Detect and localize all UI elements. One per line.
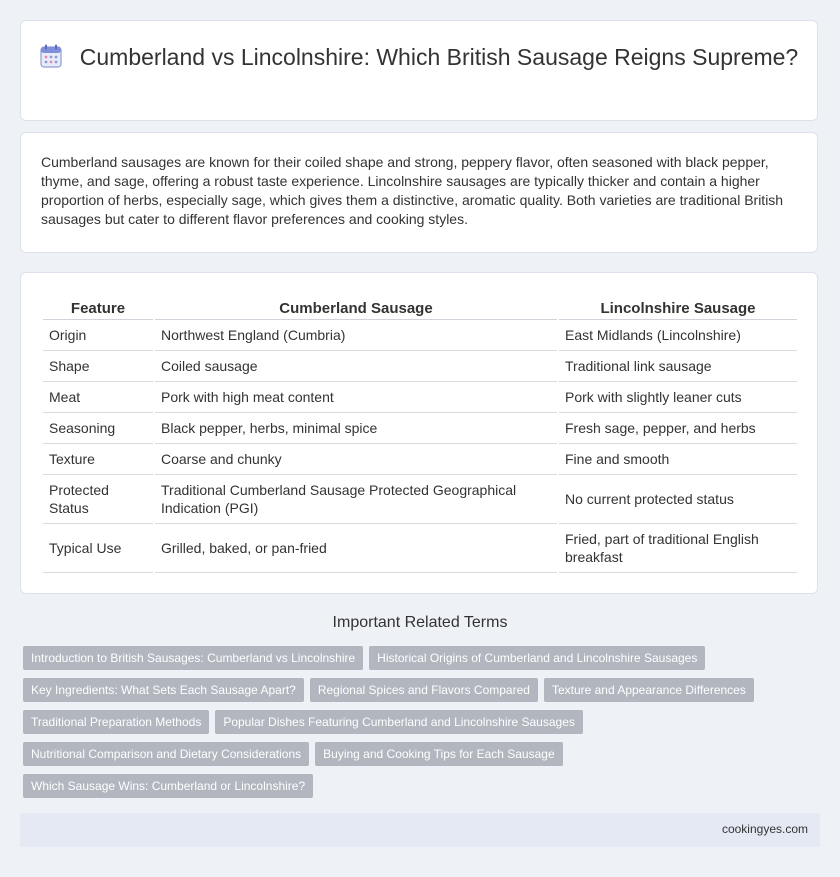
table-cell-feature: Shape	[43, 351, 153, 382]
related-terms-heading: Important Related Terms	[332, 614, 508, 631]
tag-row	[23, 742, 823, 774]
table-row	[43, 382, 797, 413]
table-cell-lincolnshire: East Midlands (Lincolnshire)	[559, 320, 797, 351]
site-credit[interactable]: cookingyes.com	[721, 822, 808, 836]
intro-card	[20, 132, 818, 253]
table-cell-feature: Seasoning	[43, 413, 153, 444]
header-card	[20, 20, 818, 121]
comparison-table-card	[20, 272, 818, 594]
related-term-tag[interactable]: Regional Spices and Flavors Compared	[310, 678, 538, 702]
table-cell-cumberland: Traditional Cumberland Sausage Protected Geographical Indication (PGI)	[155, 475, 557, 524]
table-cell-feature: Meat	[43, 382, 153, 413]
page-title: Cumberland vs Lincolnshire: Which British Sausage Reigns Supreme?	[79, 44, 799, 70]
footer	[20, 813, 820, 847]
related-term-tag[interactable]: Historical Origins of Cumberland and Lincolnshire Sausages	[369, 646, 705, 670]
tag-row	[23, 774, 823, 806]
page-title-wrap	[21, 43, 817, 75]
table-cell-feature: Typical Use	[43, 524, 153, 573]
tag-row	[23, 710, 823, 742]
table-row	[43, 351, 797, 382]
table-cell-lincolnshire: Pork with slightly leaner cuts	[559, 382, 797, 413]
table-cell-cumberland: Grilled, baked, or pan-fried	[155, 524, 557, 573]
related-term-tag[interactable]: Traditional Preparation Methods	[23, 710, 209, 734]
table-cell-cumberland: Coiled sausage	[155, 351, 557, 382]
table-cell-lincolnshire: Traditional link sausage	[559, 351, 797, 382]
intro-text: Cumberland sausages are known for their coiled shape and strong, peppery flavor, often seasoned with black pepper, thyme, and sage, offering a robust taste experience. Lincolnshire sausages are typically thicker and contain a higher proportion of herbs, especially sage, which gives them a distinctive, aromatic quality. Both varieties are traditional British sausages but cater to different flavor preferences and cooking styles.	[41, 154, 784, 227]
related-terms-tags	[23, 646, 823, 806]
related-term-tag[interactable]: Buying and Cooking Tips for Each Sausage	[315, 742, 562, 766]
column-header-lincolnshire: Lincolnshire Sausage	[559, 297, 797, 320]
related-term-tag[interactable]: Popular Dishes Featuring Cumberland and Lincolnshire Sausages	[215, 710, 583, 734]
related-term-tag[interactable]: Nutritional Comparison and Dietary Considerations	[23, 742, 309, 766]
table-cell-cumberland: Pork with high meat content	[155, 382, 557, 413]
table-row	[43, 524, 797, 573]
table-cell-lincolnshire: No current protected status	[559, 475, 797, 524]
tag-row	[23, 646, 823, 678]
related-term-tag[interactable]: Introduction to British Sausages: Cumberland vs Lincolnshire	[23, 646, 363, 670]
table-cell-feature: Texture	[43, 444, 153, 475]
tag-row	[23, 678, 823, 710]
comparison-table	[41, 297, 799, 573]
table-cell-lincolnshire: Fine and smooth	[559, 444, 797, 475]
column-header-cumberland: Cumberland Sausage	[155, 297, 557, 320]
table-row	[43, 475, 797, 524]
table-row	[43, 444, 797, 475]
table-cell-cumberland: Northwest England (Cumbria)	[155, 320, 557, 351]
column-header-feature: Feature	[43, 297, 153, 320]
table-row	[43, 320, 797, 351]
table-cell-lincolnshire: Fresh sage, pepper, and herbs	[559, 413, 797, 444]
table-header-row	[43, 297, 797, 320]
table-cell-feature: Origin	[43, 320, 153, 351]
table-cell-feature: Protected Status	[43, 475, 153, 524]
related-term-tag[interactable]: Texture and Appearance Differences	[544, 678, 754, 702]
table-cell-cumberland: Black pepper, herbs, minimal spice	[155, 413, 557, 444]
related-term-tag[interactable]: Key Ingredients: What Sets Each Sausage Apart?	[23, 678, 304, 702]
table-row	[43, 413, 797, 444]
table-cell-lincolnshire: Fried, part of traditional English breakfast	[559, 524, 797, 573]
calendar-icon	[40, 44, 62, 75]
related-term-tag[interactable]: Which Sausage Wins: Cumberland or Lincolnshire?	[23, 774, 313, 798]
table-cell-cumberland: Coarse and chunky	[155, 444, 557, 475]
